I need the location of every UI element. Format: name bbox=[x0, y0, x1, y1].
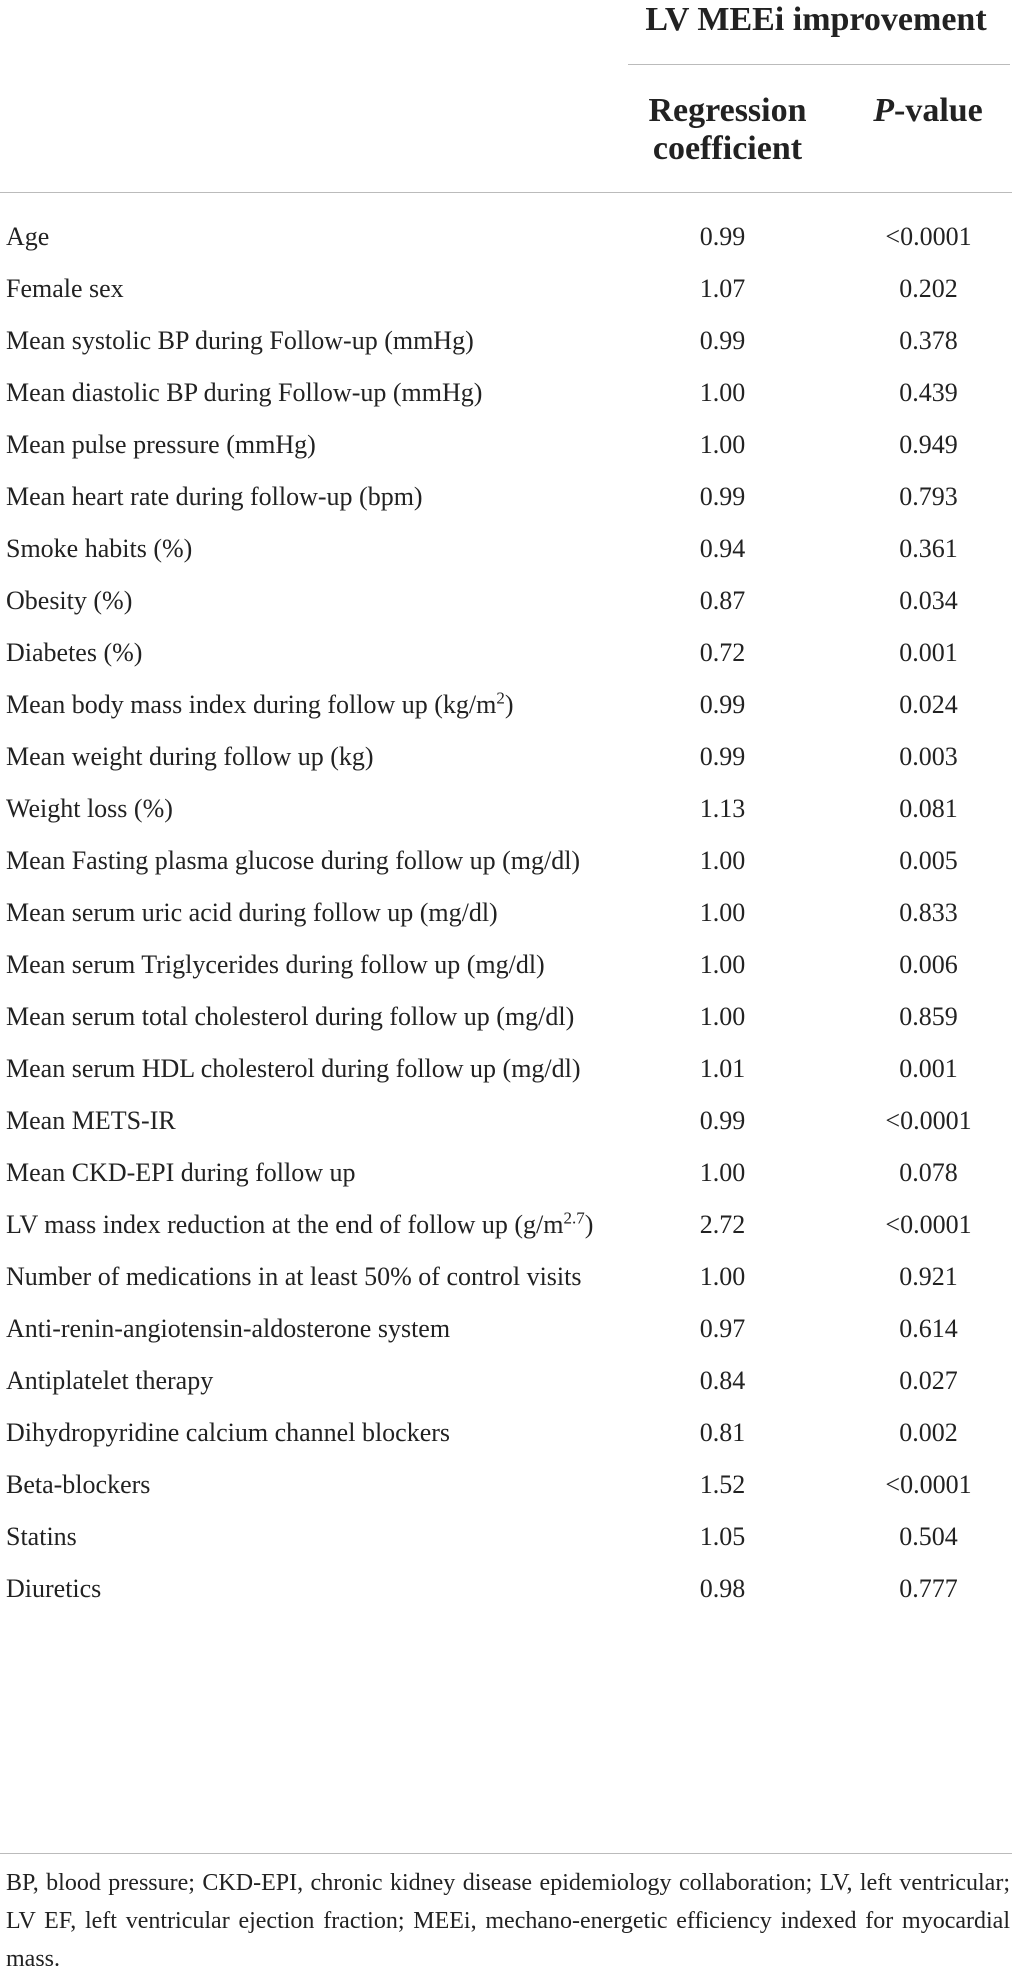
regression-coefficient-cell: 0.99 bbox=[699, 326, 746, 355]
variable-label: Beta-blockers bbox=[6, 1470, 151, 1499]
column-group-title: LV MEEi improvement bbox=[645, 1, 987, 38]
p-value-cell: 0.081 bbox=[899, 794, 958, 823]
regression-coefficient-cell: 0.94 bbox=[699, 534, 746, 563]
variable-cell bbox=[0, 634, 600, 672]
variable-label: Mean serum uric acid during follow up (mg/dl) bbox=[6, 898, 498, 927]
regression-coefficient-cell: 0.97 bbox=[699, 1314, 746, 1343]
unit-superscript: 2 bbox=[496, 688, 505, 708]
regression-coefficient-cell: 1.00 bbox=[699, 378, 746, 407]
table-row bbox=[0, 1466, 1012, 1518]
table-row bbox=[0, 1518, 1012, 1570]
regression-coefficient-cell: 1.07 bbox=[699, 274, 746, 303]
variable-cell bbox=[0, 322, 600, 360]
variable-cell bbox=[0, 426, 600, 464]
variable-cell bbox=[0, 946, 600, 984]
variable-cell bbox=[0, 842, 600, 880]
regression-coefficient-cell: 0.81 bbox=[699, 1418, 746, 1447]
table-row bbox=[0, 1206, 1012, 1258]
table-row bbox=[0, 582, 1012, 634]
regression-coefficient-cell: 0.99 bbox=[699, 482, 746, 511]
p-value-cell: 0.361 bbox=[899, 534, 958, 563]
regression-coefficient-cell: 1.05 bbox=[699, 1522, 746, 1551]
variable-cell bbox=[0, 582, 600, 620]
variable-cell bbox=[0, 218, 600, 256]
regression-coefficient-cell: 1.00 bbox=[699, 1262, 746, 1291]
regression-coefficient-cell: 1.52 bbox=[699, 1470, 746, 1499]
regression-coefficient-cell: 1.00 bbox=[699, 950, 746, 979]
regression-coefficient-cell: 0.84 bbox=[699, 1366, 746, 1395]
table-row bbox=[0, 1154, 1012, 1206]
regression-coefficient-cell: 1.00 bbox=[699, 430, 746, 459]
p-value-cell: 0.001 bbox=[899, 638, 958, 667]
variable-cell bbox=[0, 1102, 600, 1140]
variable-cell bbox=[0, 1518, 600, 1556]
group-divider bbox=[628, 64, 1010, 65]
table-row bbox=[0, 530, 1012, 582]
header-divider bbox=[0, 192, 1012, 193]
p-value-cell: 0.024 bbox=[899, 690, 958, 719]
p-value-cell: <0.0001 bbox=[885, 1210, 972, 1239]
variable-label: Diuretics bbox=[6, 1574, 102, 1603]
table-row bbox=[0, 1050, 1012, 1102]
variable-cell bbox=[0, 374, 600, 412]
variable-cell bbox=[0, 1310, 600, 1348]
p-value-cell: 0.005 bbox=[899, 846, 958, 875]
variable-cell bbox=[0, 894, 600, 932]
p-value-cell: 0.002 bbox=[899, 1418, 958, 1447]
variable-label: Mean heart rate during follow-up (bpm) bbox=[6, 482, 423, 511]
variable-cell bbox=[0, 1050, 600, 1088]
variable-label: Female sex bbox=[6, 274, 124, 303]
table-row bbox=[0, 1414, 1012, 1466]
variable-label: Diabetes (%) bbox=[6, 638, 143, 667]
table-row bbox=[0, 374, 1012, 426]
table-row bbox=[0, 1570, 1012, 1622]
regression-coefficient-cell: 0.98 bbox=[699, 1574, 746, 1603]
variable-cell bbox=[0, 478, 600, 516]
regression-coefficient-cell: 1.00 bbox=[699, 1002, 746, 1031]
table-row bbox=[0, 894, 1012, 946]
p-value-cell: 0.614 bbox=[899, 1314, 958, 1343]
variable-label: Mean systolic BP during Follow-up (mmHg) bbox=[6, 326, 474, 355]
p-value-cell: 0.921 bbox=[899, 1262, 958, 1291]
variable-cell bbox=[0, 686, 600, 724]
regression-coefficient-cell: 0.87 bbox=[699, 586, 746, 615]
p-value-cell: 0.504 bbox=[899, 1522, 958, 1551]
variable-label: Statins bbox=[6, 1522, 77, 1551]
variable-cell bbox=[0, 1570, 600, 1608]
p-value-cell: 0.078 bbox=[899, 1158, 958, 1187]
variable-label: Obesity (%) bbox=[6, 586, 133, 615]
table-row bbox=[0, 946, 1012, 998]
p-value-cell: 0.378 bbox=[899, 326, 958, 355]
regression-coefficient-cell: 1.01 bbox=[699, 1054, 746, 1083]
p-value-cell: <0.0001 bbox=[885, 1106, 972, 1135]
p-value-cell: 0.001 bbox=[899, 1054, 958, 1083]
column-header-p-letter: P bbox=[873, 92, 894, 129]
variable-cell bbox=[0, 1154, 600, 1192]
regression-coefficient-cell: 2.72 bbox=[699, 1210, 746, 1239]
variable-label: Anti-renin-angiotensin-aldosterone system bbox=[6, 1314, 451, 1343]
variable-label: Mean Fasting plasma glucose during follow up (mg/dl) bbox=[6, 846, 581, 875]
variable-cell bbox=[0, 530, 600, 568]
p-value-cell: 0.833 bbox=[899, 898, 958, 927]
table-row bbox=[0, 426, 1012, 478]
variable-label: Mean CKD-EPI during follow up bbox=[6, 1158, 356, 1187]
p-value-cell: <0.0001 bbox=[885, 222, 972, 251]
table-row bbox=[0, 1258, 1012, 1310]
variable-label: Mean serum total cholesterol during follow up (mg/dl) bbox=[6, 1002, 575, 1031]
table-row bbox=[0, 218, 1012, 270]
variable-label-suffix: ) bbox=[504, 690, 514, 719]
variable-label: Mean serum HDL cholesterol during follow up (mg/dl) bbox=[6, 1054, 581, 1083]
column-header-p-suffix: -value bbox=[894, 92, 983, 129]
p-value-cell: 0.006 bbox=[899, 950, 958, 979]
variable-cell bbox=[0, 1258, 600, 1296]
table-row bbox=[0, 270, 1012, 322]
p-value-cell: 0.777 bbox=[899, 1574, 958, 1603]
variable-label: Antiplatelet therapy bbox=[6, 1366, 214, 1395]
regression-coefficient-cell: 0.99 bbox=[699, 222, 746, 251]
variable-label: Smoke habits (%) bbox=[6, 534, 193, 563]
regression-coefficient-cell: 1.00 bbox=[699, 898, 746, 927]
column-header-p-value bbox=[848, 92, 1008, 130]
table-row bbox=[0, 1362, 1012, 1414]
regression-coefficient-cell: 0.99 bbox=[699, 690, 746, 719]
variable-label: Dihydropyridine calcium channel blockers bbox=[6, 1418, 451, 1447]
p-value-cell: 0.439 bbox=[899, 378, 958, 407]
column-header-line: Regression bbox=[648, 92, 807, 129]
regression-coefficient-cell: 0.72 bbox=[699, 638, 746, 667]
table-row bbox=[0, 842, 1012, 894]
variable-cell bbox=[0, 998, 600, 1036]
variable-label: Mean METS-IR bbox=[6, 1106, 176, 1135]
p-value-cell: 0.027 bbox=[899, 1366, 958, 1395]
p-value-cell: 0.202 bbox=[899, 274, 958, 303]
regression-coefficient-cell: 1.00 bbox=[699, 1158, 746, 1187]
p-value-cell: <0.0001 bbox=[885, 1470, 972, 1499]
table-row bbox=[0, 634, 1012, 686]
variable-cell bbox=[0, 270, 600, 308]
table-row bbox=[0, 998, 1012, 1050]
variable-label: Mean serum Triglycerides during follow up (mg/dl) bbox=[6, 950, 545, 979]
table-footnote: BP, blood pressure; CKD-EPI, chronic kidney disease epidemiology collaboration; LV, left ventricular; LV EF, left ventricular ejection fraction; MEEi, mechano-energetic efficiency indexed for myocardial mass. bbox=[6, 1870, 1010, 1972]
variable-label: Mean pulse pressure (mmHg) bbox=[6, 430, 316, 459]
variable-label: Number of medications in at least 50% of control visits bbox=[6, 1262, 582, 1291]
column-header-line: coefficient bbox=[652, 130, 803, 167]
table-row bbox=[0, 1102, 1012, 1154]
variable-label: LV mass index reduction at the end of follow up (g/m bbox=[6, 1210, 564, 1239]
variable-label: Mean diastolic BP during Follow-up (mmHg) bbox=[6, 378, 483, 407]
variable-cell bbox=[0, 1414, 600, 1452]
footer-divider bbox=[0, 1853, 1012, 1854]
variable-cell bbox=[0, 738, 600, 776]
variable-label: Age bbox=[6, 222, 50, 251]
p-value-cell: 0.034 bbox=[899, 586, 958, 615]
p-value-cell: 0.793 bbox=[899, 482, 958, 511]
regression-coefficient-cell: 1.00 bbox=[699, 846, 746, 875]
table-row bbox=[0, 322, 1012, 374]
regression-coefficient-cell: 1.13 bbox=[699, 794, 746, 823]
p-value-cell: 0.859 bbox=[899, 1002, 958, 1031]
variable-cell bbox=[0, 1466, 600, 1504]
p-value-cell: 0.003 bbox=[899, 742, 958, 771]
variable-cell bbox=[0, 1206, 600, 1244]
table-row bbox=[0, 478, 1012, 530]
variable-cell bbox=[0, 790, 600, 828]
variable-cell bbox=[0, 1362, 600, 1400]
unit-superscript: 2.7 bbox=[563, 1208, 585, 1228]
variable-label: Weight loss (%) bbox=[6, 794, 173, 823]
table-row bbox=[0, 738, 1012, 790]
table-row bbox=[0, 790, 1012, 842]
regression-coefficient-cell: 0.99 bbox=[699, 1106, 746, 1135]
p-value-cell: 0.949 bbox=[899, 430, 958, 459]
variable-label-suffix: ) bbox=[584, 1210, 594, 1239]
column-header-regression-coefficient bbox=[610, 92, 845, 168]
table-row bbox=[0, 686, 1012, 738]
variable-label: Mean weight during follow up (kg) bbox=[6, 742, 374, 771]
regression-coefficient-cell: 0.99 bbox=[699, 742, 746, 771]
table-row bbox=[0, 1310, 1012, 1362]
variable-label: Mean body mass index during follow up (kg/m bbox=[6, 690, 497, 719]
table-body bbox=[0, 218, 1012, 1622]
